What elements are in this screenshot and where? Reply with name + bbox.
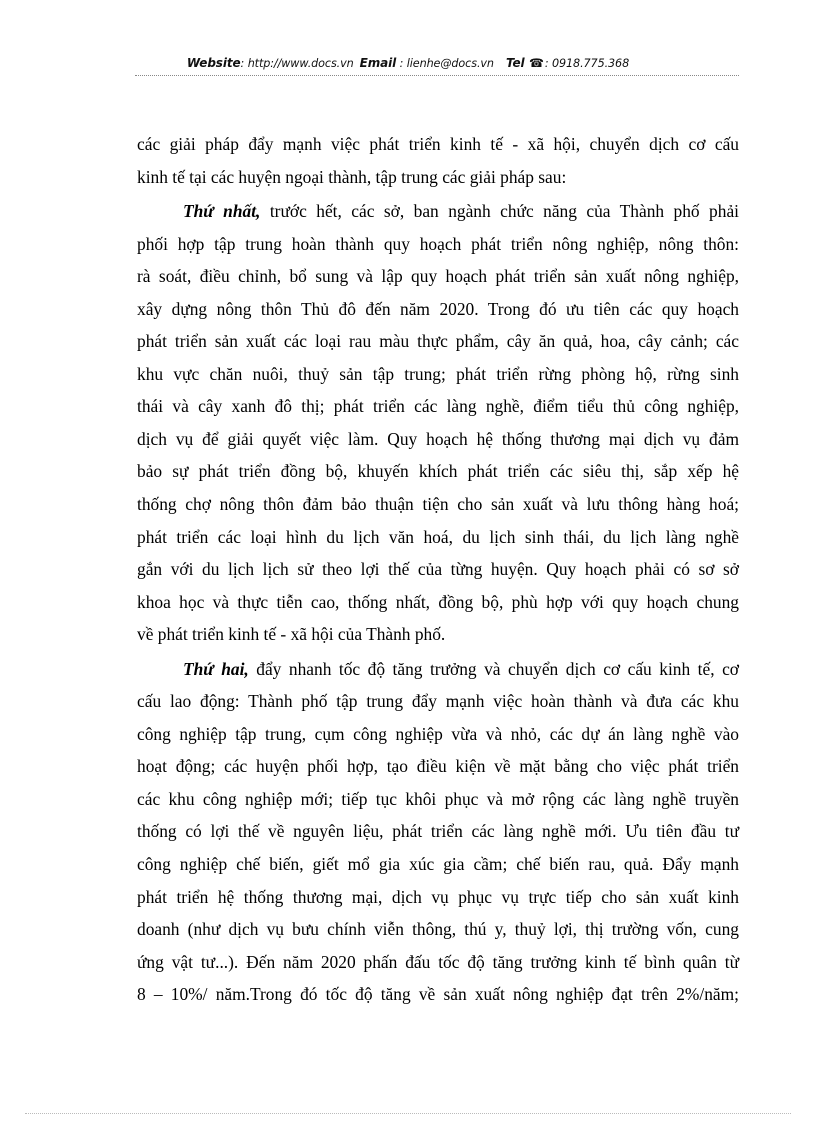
text-line: thống chợ nông thôn đảm bảo thuận tiện cho sản xuất và lưu thông hàng hoá; [137,494,739,515]
text-line: công nghiệp tập trung, cụm công nghiệp vừa và nhỏ, các dự án làng nghề vào [137,723,739,744]
text-line: phối hợp tập trung hoàn thành quy hoạch phát triển nông nghiệp, nông thôn: [137,233,739,254]
text-line: ứng vật tư...). Đến năm 2020 phấn đấu tốc độ tăng trưởng kinh tế bình quân từ [137,951,739,972]
website-separator: : [240,57,248,70]
text-line: hoạt động; các huyện phối hợp, tạo điều kiện về mặt bằng cho việc phát triển [137,756,739,777]
website-label: Website [186,56,241,70]
text-line: khoa học và thực tiễn cao, thống nhất, đồng bộ, phù hợp với quy hoạch chung [137,591,739,612]
tel-number: 0918.775.368 [552,57,630,70]
text-line-rest: trước hết, các sở, ban ngành chức năng của Thành phố phải [260,201,740,222]
telephone-icon: ☎ [529,56,544,70]
text-line: cấu lao động: Thành phố tập trung đẩy mạnh việc hoàn thành và đưa các khu [137,691,739,712]
website-url[interactable]: http://www.docs.vn [247,57,354,70]
text-line-rest: đẩy nhanh tốc độ tăng trưởng và chuyển dịch cơ cấu kinh tế, cơ [248,658,739,679]
text-line: công nghiệp chế biến, giết mổ gia xúc gia cầm; chế biến rau, quả. Đẩy mạnh [137,854,739,875]
text-line: các giải pháp đẩy mạnh việc phát triển kinh tế - xã hội, chuyển dịch cơ cấu [137,134,739,154]
text-line: thống có lợi thế về nguyên liệu, phát triển các làng nghề mới. Ưu tiên đầu tư [137,821,739,842]
email-address[interactable]: lienhe@docs.vn [406,57,494,70]
paragraph-thu-hai [137,653,739,1011]
text-line: kinh tế tại các huyện ngoại thành, tập trung các giải pháp sau: [137,166,567,187]
header-divider [135,75,739,76]
text-line [137,195,739,228]
page-header [0,56,816,70]
text-line: gắn với du lịch lịch sử theo lợi thế của từng huyện. Quy hoạch phải có sơ sở [137,559,739,580]
tel-separator: : [544,57,552,70]
text-line: các khu công nghiệp mới; tiếp tục khôi phục và mở rộng các làng nghề truyền [137,788,739,809]
email-label: Email [359,56,397,70]
text-line: rà soát, điều chỉnh, bổ sung và lập quy hoạch phát triển sản xuất nông nghiệp, [137,266,739,287]
text-line: phát triển hệ thống thương mại, dịch vụ phục vụ trực tiếp cho sản xuất kinh [137,886,739,907]
text-line: phát triển sản xuất các loại rau màu thực phẩm, cây ăn quả, hoa, cây cảnh; các [137,331,739,352]
text-line: bảo sự phát triển đồng bộ, khuyến khích phát triển các siêu thị, sắp xếp hệ [137,461,739,482]
email-separator: : [396,57,407,70]
text-line: doanh (như dịch vụ bưu chính viễn thông, thú y, thuỷ lợi, thị trường vốn, cung [137,919,739,940]
text-line: phát triển các loại hình du lịch văn hoá, du lịch sinh thái, du lịch làng nghề [137,526,739,547]
paragraph-thu-nhat [137,195,739,651]
text-line [137,653,739,686]
text-line: dịch vụ để giải quyết việc làm. Quy hoạch hệ thống thương mại dịch vụ đảm [137,428,739,449]
paragraph-lead: Thứ nhất, [183,201,261,222]
text-line: 8 – 10%/ năm.Trong đó tốc độ tăng về sản xuất nông nghiệp đạt trên 2%/năm; [137,984,739,1005]
tel-label: Tel [505,56,525,70]
text-line: xây dựng nông thôn Thủ đô đến năm 2020. Trong đó ưu tiên các quy hoạch [137,298,739,319]
document-body [137,128,739,1011]
paragraph-lead: Thứ hai, [183,658,249,679]
text-line: thái và cây xanh đô thị; phát triển các làng nghề, điểm tiểu thủ công nghiệp, [137,396,739,417]
paragraph-intro [137,128,739,193]
text-line: khu vực chăn nuôi, thuỷ sản tập trung; phát triển rừng phòng hộ, rừng sinh [137,363,739,384]
text-line: về phát triển kinh tế - xã hội của Thành phố. [137,624,446,645]
footer-divider [25,1113,791,1114]
